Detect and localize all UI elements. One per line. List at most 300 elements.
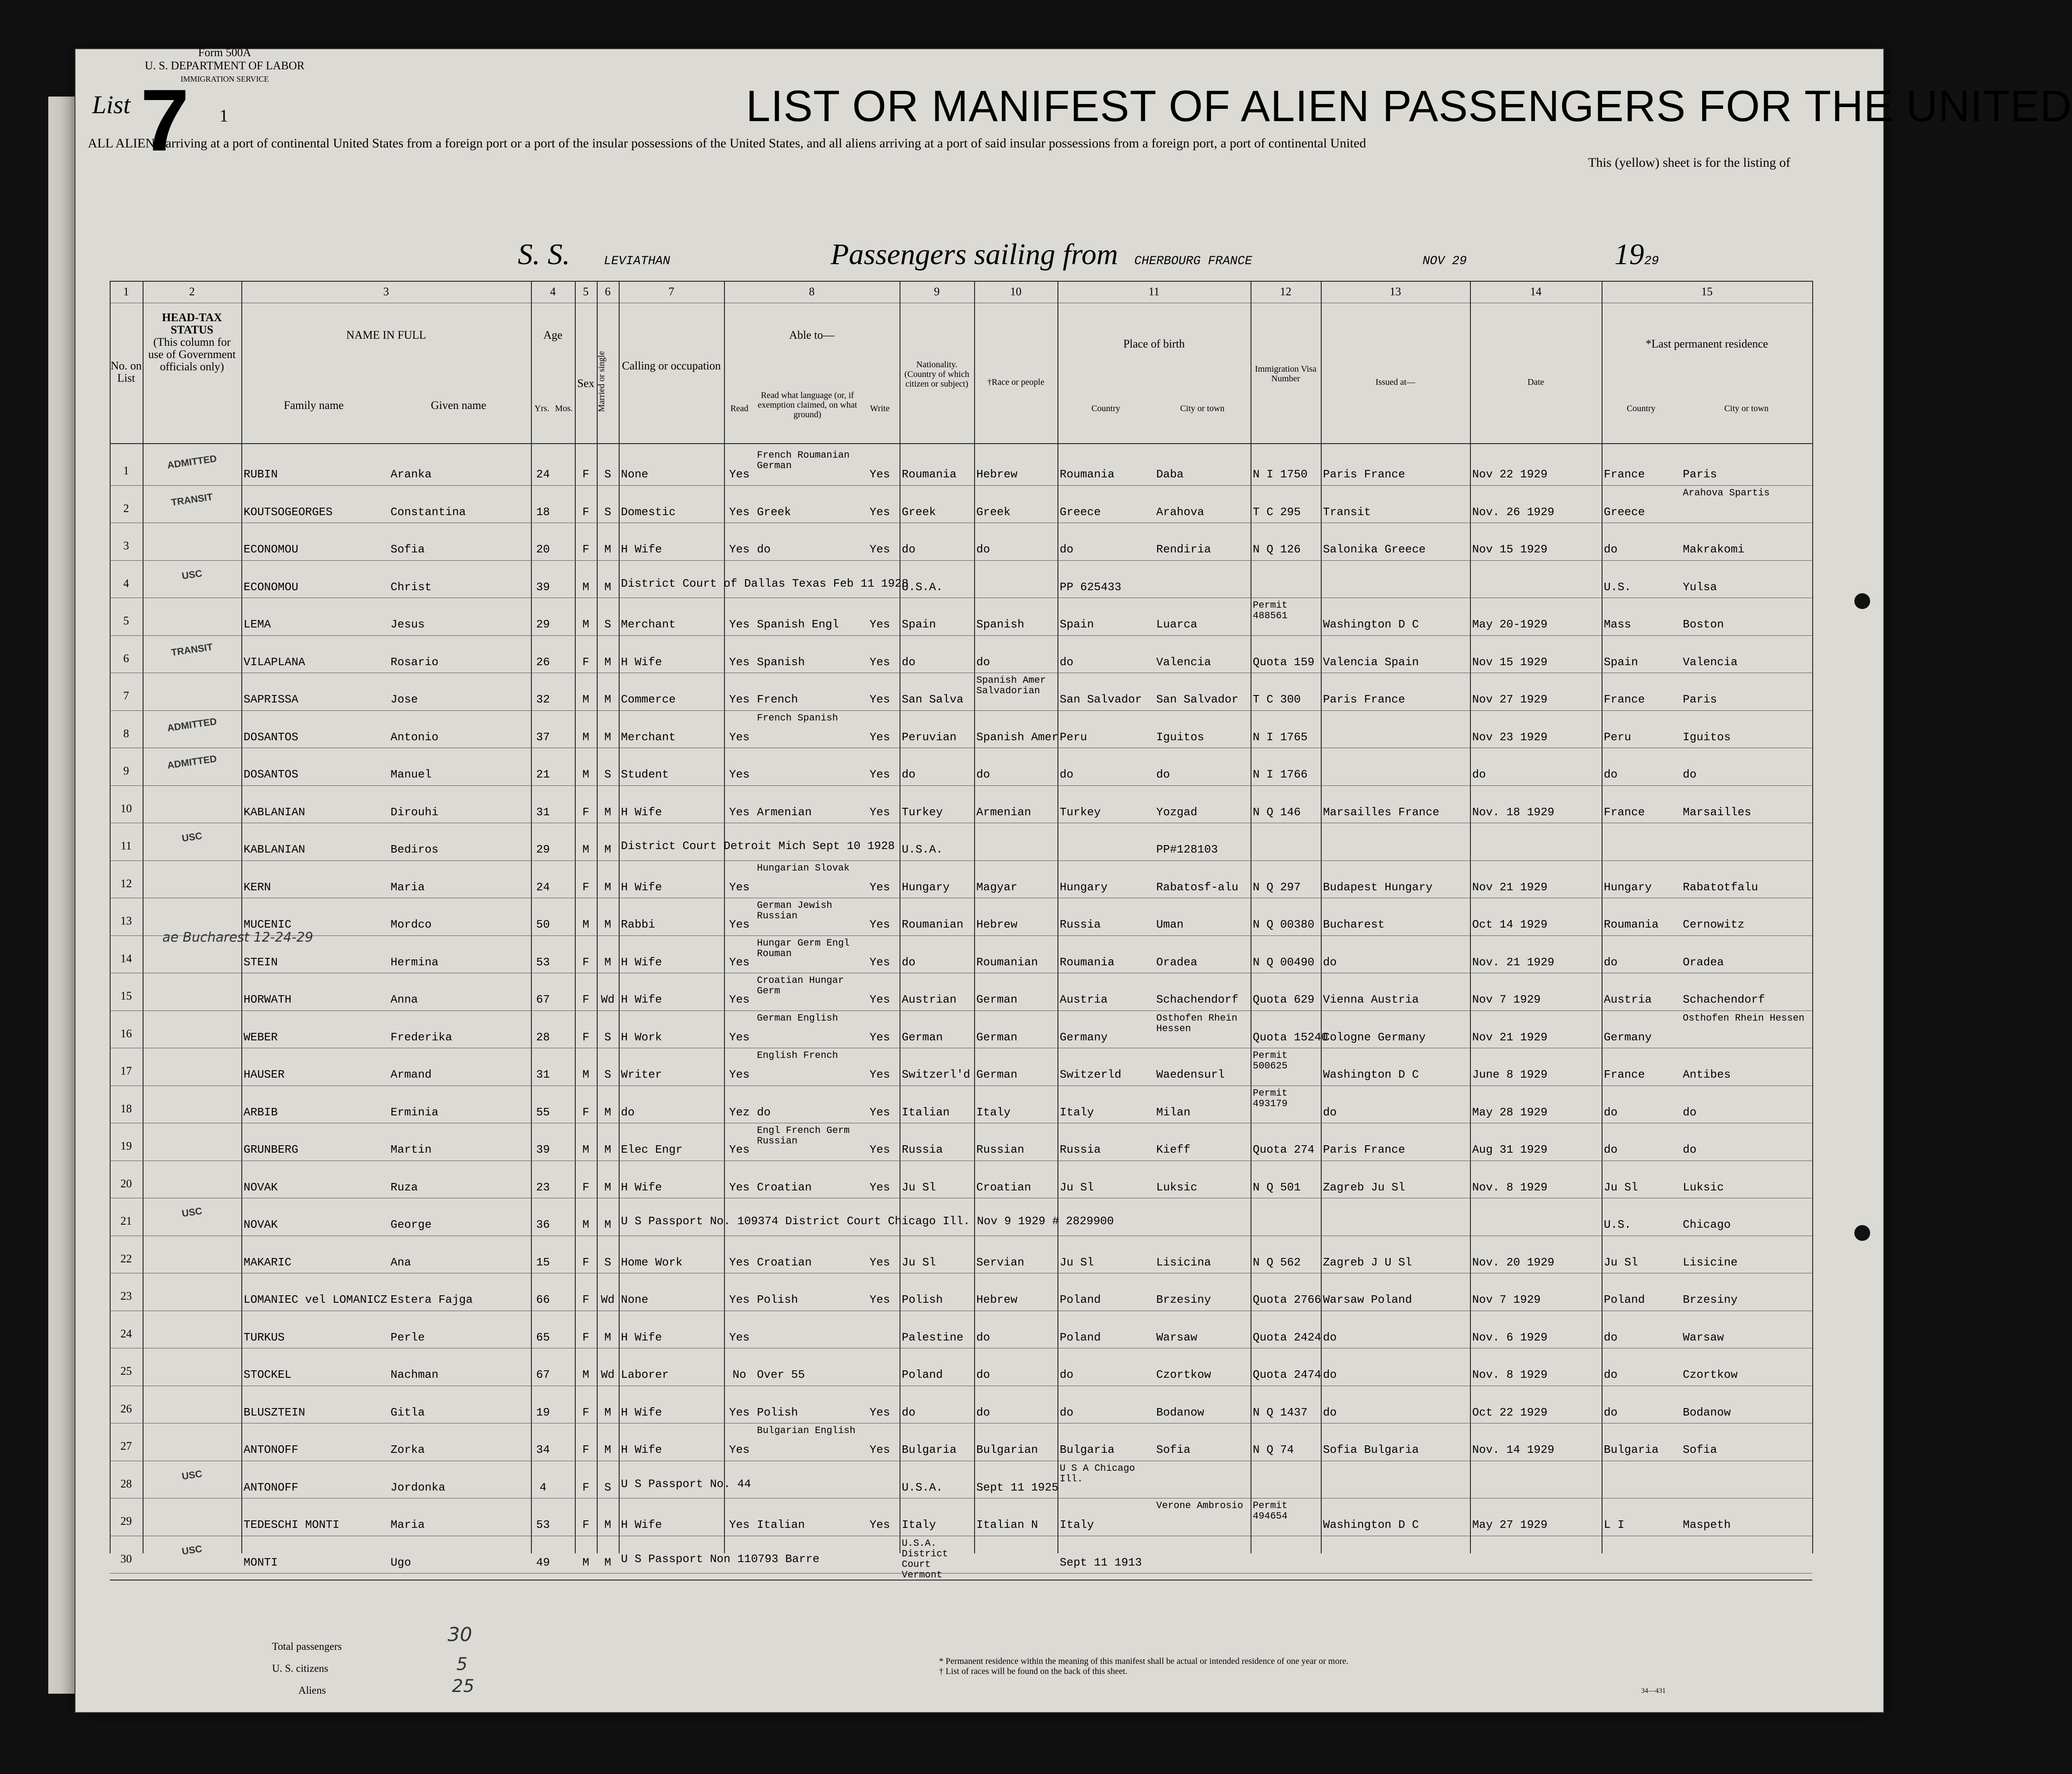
- header-res-city: City or town: [1724, 404, 1769, 413]
- cell-occ: Home Work: [621, 1255, 683, 1269]
- cell-bcountry: do: [1060, 768, 1074, 781]
- cell-sex: M: [582, 843, 589, 856]
- cell-occ: H Wife: [621, 1405, 662, 1419]
- cell-bcountry: Italy: [1060, 1105, 1094, 1119]
- column-number: 11: [1148, 285, 1160, 298]
- cell-age: 21: [536, 768, 550, 781]
- cell-bcountry: Roumania: [1060, 468, 1115, 481]
- table-row: [110, 1498, 1812, 1536]
- page-subtitle: [88, 134, 1790, 172]
- table-row: [110, 898, 1812, 935]
- table-row: [110, 485, 1812, 523]
- cell-vdate: Nov 22 1929: [1472, 468, 1548, 481]
- cell-issued: Washington D C: [1323, 1068, 1419, 1081]
- cell-visa: N Q 297: [1253, 880, 1301, 894]
- cell-rcity: Paris: [1683, 693, 1717, 706]
- header-birth-city: City or town: [1180, 404, 1225, 413]
- cell-nat: Greek: [902, 505, 936, 519]
- column-number: 7: [668, 285, 674, 298]
- column-number: 1: [123, 285, 129, 298]
- header-birth-country: Country: [1091, 404, 1120, 413]
- cell-sex: M: [582, 580, 589, 594]
- cell-lang: Croatian: [757, 1255, 812, 1269]
- cell-vdate: Nov 15 1929: [1472, 655, 1548, 669]
- list-number: 7: [140, 72, 190, 169]
- cell-age: 49: [536, 1555, 550, 1569]
- cell-age: 28: [536, 1030, 550, 1044]
- cell-race: German: [976, 1068, 1018, 1081]
- cell-rcity: Oradea: [1683, 955, 1724, 969]
- cell-sex: F: [582, 880, 589, 894]
- cell-race: Spanish Amer: [976, 730, 1059, 744]
- cell-read: Yes: [729, 1330, 750, 1344]
- head-tax-label: HEAD-TAX STATUS: [162, 311, 222, 336]
- cell-issued: Marsailles France: [1323, 805, 1440, 819]
- cell-sex: F: [582, 655, 589, 669]
- cell-ms: M: [604, 918, 611, 931]
- cell-rcountry: L I: [1604, 1518, 1624, 1531]
- sailing-label: Passengers sailing from: [831, 237, 1118, 271]
- table-row: [110, 1311, 1812, 1348]
- cell-stamp: USC: [181, 830, 203, 844]
- cell-nat: do: [902, 655, 916, 669]
- cell-race: Spanish Amer Salvadorian: [976, 675, 1046, 696]
- cell-bcity: Luarca: [1156, 618, 1197, 631]
- cell-occ: U S Passport Non 110793 Barre: [621, 1552, 820, 1566]
- cell-rcity: Lisicine: [1683, 1255, 1738, 1269]
- cell-ms: M: [604, 543, 611, 556]
- cell-lang: Bulgarian English: [757, 1425, 856, 1436]
- header-read: Read: [730, 404, 749, 413]
- cell-rcity: do: [1683, 1105, 1697, 1119]
- cell-age: 34: [536, 1443, 550, 1456]
- cell-rcountry: Peru: [1604, 730, 1631, 744]
- cell-lang: Spanish Engl: [757, 618, 839, 631]
- cell-nat: Peruvian: [902, 730, 957, 744]
- cell-write: Yes: [869, 955, 890, 969]
- cell-lang: Greek: [757, 505, 792, 519]
- column-number: 2: [189, 285, 195, 298]
- cell-race: Italy: [976, 1105, 1011, 1119]
- cell-lang: do: [757, 1105, 771, 1119]
- cell-sex: F: [582, 1330, 589, 1344]
- cell-no: 15: [120, 989, 132, 1002]
- cell-vdate: June 8 1929: [1472, 1068, 1548, 1081]
- header-mos: Mos.: [555, 404, 573, 413]
- cell-visa: Quota 2424: [1253, 1330, 1322, 1344]
- cell-ms: M: [604, 730, 611, 744]
- column-number: 6: [605, 285, 611, 298]
- cell-race: Spanish: [976, 618, 1025, 631]
- cell-write: Yes: [869, 1030, 890, 1044]
- cell-bcity: Oradea: [1156, 955, 1197, 969]
- cell-rcity: Brzesiny: [1683, 1293, 1738, 1306]
- cell-stamp: [145, 1313, 239, 1326]
- cell-rcity: Cernowitz: [1683, 918, 1745, 931]
- cell-nat: U.S.A.: [902, 580, 943, 594]
- cell-occ: H Wife: [621, 1518, 662, 1531]
- header-issued-at: Issued at—: [1375, 377, 1416, 387]
- cell-sex: M: [582, 1143, 589, 1156]
- cell-bcountry: Austria: [1060, 993, 1108, 1006]
- cell-stamp: [145, 675, 239, 688]
- cell-occ: H Wife: [621, 1443, 662, 1456]
- cell-nat: German: [902, 1030, 943, 1044]
- cell-sex: F: [582, 1443, 589, 1456]
- cell-occ: Student: [621, 768, 669, 781]
- cell-family: MUCENIC: [244, 918, 292, 931]
- cell-rcity: Bodanow: [1683, 1405, 1731, 1419]
- cell-given: Aranka: [391, 468, 432, 481]
- cell-bcity: Lisicina: [1156, 1255, 1211, 1269]
- header-able-to: Able to—: [789, 329, 835, 341]
- cell-issued: Washington D C: [1323, 1518, 1419, 1531]
- cell-sex: F: [582, 1480, 589, 1494]
- cell-lang: do: [757, 543, 771, 556]
- ship-line: [518, 237, 1659, 272]
- cell-age: 24: [536, 468, 550, 481]
- table-row: [110, 560, 1812, 598]
- footnotes: [939, 1656, 1597, 1677]
- cell-no: 29: [120, 1515, 132, 1527]
- cell-no: 12: [120, 877, 132, 890]
- cell-ms: M: [604, 1330, 611, 1344]
- cell-vdate: Nov 7 1929: [1472, 1293, 1541, 1306]
- cell-ms: Wd: [601, 993, 615, 1006]
- cell-ms: S: [604, 1030, 611, 1044]
- column-number: 12: [1280, 285, 1291, 298]
- cell-nat: do: [902, 768, 916, 781]
- service-name: IMMIGRATION SERVICE: [180, 75, 269, 83]
- cell-issued: do: [1323, 1405, 1337, 1419]
- cell-write: Yes: [869, 1143, 890, 1156]
- cell-stamp: USC: [181, 1205, 203, 1219]
- cell-write: Yes: [869, 805, 890, 819]
- cell-stamp: USC: [181, 1468, 203, 1482]
- cell-sex: F: [582, 1255, 589, 1269]
- cell-race: Greek: [976, 505, 1011, 519]
- cell-bcity: Czortkow: [1156, 1368, 1211, 1381]
- cell-visa: Permit 500625: [1253, 1050, 1288, 1072]
- cell-given: Nachman: [391, 1368, 439, 1381]
- cell-visa: Quota 2474: [1253, 1368, 1322, 1381]
- cell-occ: None: [621, 1293, 649, 1306]
- cell-rcountry: Ju Sl: [1604, 1180, 1638, 1194]
- cell-occ: H Wife: [621, 955, 662, 969]
- cell-rcity: Paris: [1683, 468, 1717, 481]
- cell-sex: F: [582, 543, 589, 556]
- cell-family: KABLANIAN: [244, 843, 305, 856]
- cell-stamp: [145, 1050, 239, 1063]
- cell-lang: Armenian: [757, 805, 812, 819]
- cell-bcountry: U S A Chicago Ill.: [1060, 1462, 1135, 1484]
- cell-rcity: Rabatotfalu: [1683, 880, 1758, 894]
- cell-write: Yes: [869, 618, 890, 631]
- cell-stamp: ADMITTED: [166, 753, 218, 771]
- cell-sex: F: [582, 1518, 589, 1531]
- page-title: LIST OR MANIFEST OF ALIEN PASSENGERS FOR THE UNITED: [746, 82, 2072, 131]
- cell-read: Yes: [729, 955, 750, 969]
- cell-read: Yes: [729, 805, 750, 819]
- cell-write: Yes: [869, 1518, 890, 1531]
- cell-sex: F: [582, 468, 589, 481]
- cell-issued: do: [1323, 1368, 1337, 1381]
- cell-given: Dirouhi: [391, 805, 439, 819]
- cell-no: 4: [123, 577, 129, 590]
- year-prefix: 19: [1614, 237, 1644, 271]
- cell-visa: N Q 1437: [1253, 1405, 1308, 1419]
- column-number: 4: [550, 285, 556, 298]
- cell-bcountry: Russia: [1060, 918, 1101, 931]
- cell-vdate: Oct 14 1929: [1472, 918, 1548, 931]
- cell-family: BLUSZTEIN: [244, 1405, 305, 1419]
- cell-bcountry: Sept 11 1913: [1060, 1555, 1142, 1569]
- cell-ms: S: [604, 768, 611, 781]
- cell-visa: N Q 501: [1253, 1180, 1301, 1194]
- cell-given: Perle: [391, 1330, 425, 1344]
- cell-stamp: [145, 975, 239, 988]
- cell-sex: F: [582, 1030, 589, 1044]
- cell-stamp: USC: [181, 1543, 203, 1557]
- cell-family: LEMA: [244, 618, 271, 631]
- table-row: [110, 1048, 1812, 1086]
- cell-read: Yes: [729, 1443, 750, 1456]
- cell-rcity: Boston: [1683, 618, 1724, 631]
- cell-ms: Wd: [601, 1368, 615, 1381]
- cell-race: Hebrew: [976, 1293, 1018, 1306]
- cell-read: Yes: [729, 618, 750, 631]
- cell-ms: S: [604, 1255, 611, 1269]
- cell-age: 55: [536, 1105, 550, 1119]
- cell-read: Yes: [729, 880, 750, 894]
- cell-rcountry: Bulgaria: [1604, 1443, 1659, 1456]
- header-place-of-birth: Place of birth: [1123, 337, 1185, 350]
- cell-no: 19: [120, 1140, 132, 1152]
- cell-family: KABLANIAN: [244, 805, 305, 819]
- cell-occ: District Court Detroit Mich Sept 10 1928: [621, 839, 895, 853]
- cell-ms: M: [604, 580, 611, 594]
- cell-vdate: Nov. 18 1929: [1472, 805, 1555, 819]
- head-tax-note: (This column for use of Government officials only): [148, 336, 236, 373]
- cell-age: 31: [536, 805, 550, 819]
- cell-lang: Croatian: [757, 1180, 812, 1194]
- cell-nat: Hungary: [902, 880, 950, 894]
- cell-nat: Palestine: [902, 1330, 964, 1344]
- cell-age: 24: [536, 880, 550, 894]
- cell-ms: M: [604, 693, 611, 706]
- cell-vdate: Nov. 20 1929: [1472, 1255, 1555, 1269]
- table-row: [110, 1423, 1812, 1461]
- cell-given: Antonio: [391, 730, 439, 744]
- cell-given: Hermina: [391, 955, 439, 969]
- cell-family: ARBIB: [244, 1105, 278, 1119]
- cell-occ: H Wife: [621, 655, 662, 669]
- ss-label: S. S.: [518, 237, 570, 271]
- cell-race: do: [976, 655, 990, 669]
- cell-read: Yes: [729, 468, 750, 481]
- cell-given: Rosario: [391, 655, 439, 669]
- cell-vdate: Nov 15 1929: [1472, 543, 1548, 556]
- cell-family: MAKARIC: [244, 1255, 292, 1269]
- port-name: CHERBOURG FRANCE: [1134, 254, 1252, 268]
- cell-no: 13: [120, 914, 132, 927]
- cell-family: SAPRISSA: [244, 693, 298, 706]
- cell-rcountry: Spain: [1604, 655, 1638, 669]
- cell-bcity: Arahova: [1156, 505, 1204, 519]
- cell-given: Anna: [391, 993, 418, 1006]
- cell-family: ECONOMOU: [244, 543, 298, 556]
- cell-bcountry: do: [1060, 1368, 1074, 1381]
- cell-bcity: Brzesiny: [1156, 1293, 1211, 1306]
- table-row: [110, 635, 1812, 673]
- cell-occ: H Wife: [621, 1180, 662, 1194]
- form-code: 34—431: [1641, 1687, 1666, 1695]
- ship-name: LEVIATHAN: [604, 254, 670, 268]
- cell-issued: Paris France: [1323, 1143, 1405, 1156]
- cell-family: NOVAK: [244, 1218, 278, 1231]
- cell-sex: M: [582, 1218, 589, 1231]
- cell-family: KOUTSOGEORGES: [244, 505, 333, 519]
- cell-read: Yes: [729, 1180, 750, 1194]
- cell-race: do: [976, 543, 990, 556]
- cell-rcountry: do: [1604, 1105, 1618, 1119]
- cell-lang: Polish: [757, 1293, 798, 1306]
- cell-vdate: Nov. 26 1929: [1472, 505, 1555, 519]
- cell-nat: Roumania: [902, 468, 957, 481]
- cell-bcountry: do: [1060, 1405, 1074, 1419]
- cell-bcity: Kieff: [1156, 1143, 1191, 1156]
- cell-sex: M: [582, 918, 589, 931]
- cell-age: 66: [536, 1293, 550, 1306]
- cell-bcountry: do: [1060, 655, 1074, 669]
- cell-given: Frederika: [391, 1030, 452, 1044]
- cell-bcity: Rendiria: [1156, 543, 1211, 556]
- cell-occ: H Work: [621, 1030, 662, 1044]
- cell-nat: Spain: [902, 618, 936, 631]
- cell-age: 39: [536, 580, 550, 594]
- cell-read: Yes: [729, 543, 750, 556]
- cell-no: 28: [120, 1477, 132, 1490]
- cell-rcountry: France: [1604, 1068, 1645, 1081]
- cell-rcountry: do: [1604, 1368, 1618, 1381]
- sailing-date: NOV 29: [1422, 254, 1467, 268]
- cell-issued: do: [1323, 1330, 1337, 1344]
- cell-bcountry: Ju Sl: [1060, 1180, 1094, 1194]
- cell-visa: N Q 74: [1253, 1443, 1294, 1456]
- cell-ms: M: [604, 1143, 611, 1156]
- cell-read: Yes: [729, 1255, 750, 1269]
- cell-nat: U.S.A. District Court Vermont: [902, 1537, 948, 1580]
- cell-occ: District Court of Dallas Texas Feb 11 1928: [621, 577, 909, 590]
- cell-read: Yes: [729, 1068, 750, 1081]
- cell-nat: Italian: [902, 1105, 950, 1119]
- cell-race: Bulgarian: [976, 1443, 1038, 1456]
- cell-occ: Merchant: [621, 730, 676, 744]
- cell-read: Yes: [729, 1293, 750, 1306]
- table-row: [110, 598, 1812, 635]
- cell-ms: M: [604, 1518, 611, 1531]
- cell-race: German: [976, 1030, 1018, 1044]
- cell-rcountry: France: [1604, 805, 1645, 819]
- header-given-name: Given name: [430, 399, 487, 412]
- cell-bcountry: San Salvador: [1060, 693, 1142, 706]
- table-row: [110, 1086, 1812, 1123]
- cell-given: Mordco: [391, 918, 432, 931]
- cell-rcity: Arahova Spartis: [1683, 487, 1770, 498]
- cell-ms: M: [604, 1180, 611, 1194]
- cell-issued: Bucharest: [1323, 918, 1385, 931]
- cell-write: Yes: [869, 1405, 890, 1419]
- cell-nat: Switzerl'd: [902, 1068, 971, 1081]
- cell-no: 6: [123, 652, 129, 665]
- cell-nat: Poland: [902, 1368, 943, 1381]
- footnote-races: † List of races will be found on the back of this sheet.: [939, 1666, 1128, 1676]
- header-age: Age: [543, 329, 563, 341]
- cell-sex: F: [582, 1105, 589, 1119]
- cell-stamp: [145, 900, 239, 913]
- cell-nat: do: [902, 1405, 916, 1419]
- cell-race: Hebrew: [976, 918, 1018, 931]
- cell-ms: Wd: [601, 1293, 615, 1306]
- cell-bcountry: Greece: [1060, 505, 1101, 519]
- cell-given: Ana: [391, 1255, 411, 1269]
- cell-bcity: Daba: [1156, 468, 1184, 481]
- cell-given: Gitla: [391, 1405, 425, 1419]
- cell-rcountry: Hungary: [1604, 880, 1652, 894]
- table-row: [110, 710, 1812, 748]
- table-row: [110, 860, 1812, 898]
- cell-race: Magyar: [976, 880, 1018, 894]
- cell-race: Russian: [976, 1143, 1025, 1156]
- cell-bcountry: Germany: [1060, 1030, 1108, 1044]
- cell-occ: H Wife: [621, 880, 662, 894]
- column-number: 10: [1010, 285, 1022, 298]
- cell-nat: do: [902, 955, 916, 969]
- list-subnumber: 1: [219, 106, 228, 125]
- cell-vdate: Aug 31 1929: [1472, 1143, 1548, 1156]
- cell-ms: S: [604, 618, 611, 631]
- cell-bcity: Uman: [1156, 918, 1184, 931]
- cell-visa: T C 300: [1253, 693, 1301, 706]
- binder-hole: [1854, 1225, 1870, 1241]
- cell-age: 18: [536, 505, 550, 519]
- cell-issued: Valencia Spain: [1323, 655, 1419, 669]
- cell-bcity: Rabatosf-alu: [1156, 880, 1239, 894]
- cell-family: KERN: [244, 880, 271, 894]
- cell-issued: Washington D C: [1323, 618, 1419, 631]
- cell-given: Jose: [391, 693, 418, 706]
- table-row: [110, 748, 1812, 785]
- cell-rcity: Valencia: [1683, 655, 1738, 669]
- cell-write: Yes: [869, 1293, 890, 1306]
- cell-lang: French Roumanian German: [757, 450, 850, 471]
- column-number: 8: [809, 285, 815, 298]
- cell-stamp: [145, 1388, 239, 1401]
- cell-sex: F: [582, 1293, 589, 1306]
- cell-rcity: Iguitos: [1683, 730, 1731, 744]
- cell-visa: N Q 00490: [1253, 955, 1315, 969]
- cell-nat: San Salva: [902, 693, 964, 706]
- cell-no: 9: [123, 764, 129, 777]
- table-row: [110, 1198, 1812, 1236]
- cell-family: STEIN: [244, 955, 278, 969]
- cell-vdate: Nov 21 1929: [1472, 880, 1548, 894]
- table-row: [110, 1386, 1812, 1423]
- column-number: 9: [934, 285, 940, 298]
- cell-bcountry: Roumania: [1060, 955, 1115, 969]
- cell-write: Yes: [869, 730, 890, 744]
- cell-issued: Salonika Greece: [1323, 543, 1426, 556]
